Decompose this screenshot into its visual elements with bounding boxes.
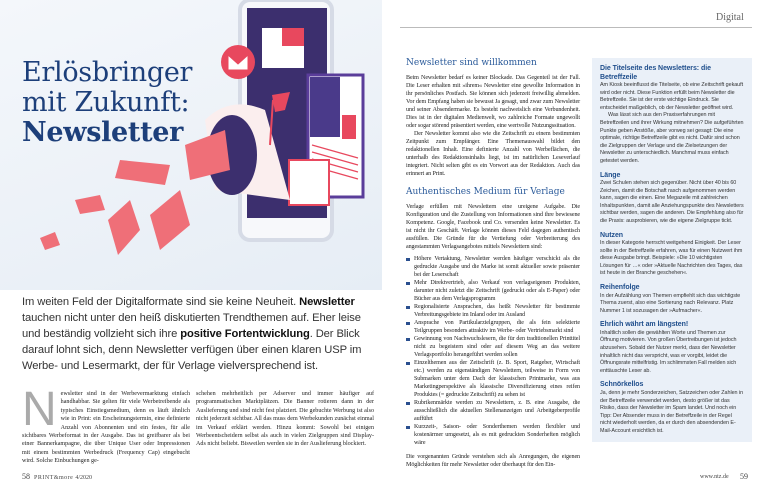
subheading: Newsletter sind willkommen <box>406 58 537 68</box>
intro-highlight: positive Fortentwicklung <box>180 328 310 340</box>
sidebar-heading: Länge <box>600 171 621 179</box>
intro-highlight: Newsletter <box>299 296 355 308</box>
header-rule <box>400 27 752 28</box>
title-keyword: Newsletter <box>22 117 184 148</box>
sidebar-paragraph: In dieser Kategorie herrscht weitgehend Einigkeit. Der Leser sollte in der Betreffzeile erfahren, was für einen Nutzwert ihm diese Ausgabe bringt. Beispiele: »Die 10 wichtigsten Lösungen für …« oder »Aktuelle Nachrichten des Tages, das ist heute in der Branche geschehen«. <box>600 240 743 277</box>
paragraph: Die vorgenannten Gründe verstehen sich als Anregungen, die eigenen Möglichkeiten für mehr Newsletter oder überhaupt für den Ein- <box>406 454 580 468</box>
sidebar-paragraph: In der Aufzählung von Themen empfiehlt sich das wichtigste Thema zuerst, also eine Sortierung nach Relevanz. Platz Nummer 1 ist sozusagen der »Aufmacher«. <box>600 292 741 314</box>
article-title <box>22 58 192 148</box>
paragraph: Verlage erfüllen mit Newslettern eine ureigene Aufgabe. Die Konfiguration und die Zustellung von Informationen sind ihre bewiesene Kompetenz. Google, Facebook und Co. versenden keine Newsletter. Es ist nicht ihr Geschäft. Verlage können dieses Feld dagegen authentisch ausfüllen. Die Gründe für die Vertiefung oder Verbreiterung des angestammten Verlagsangebotes mittels Newslettern sind: <box>406 204 580 250</box>
body-text: ewsletter sind in der Werbevermarktung einfach handhabbar. Sie gelten für viele Werbetreibende als typisches Einstiegsmedium, denn es läuft ähnlich wie in Print: ein Erscheinungstermin, eine definierte Anzahl von Abonnenten und ein festes, für alle sichtbares Werbeformat in der Ausgabe. Das ist greifbarer als bei einer Bannerkampagne, die über Unique User oder Impressionen mit einem bestimmten Werbedruck (Frequency Cap) eingebucht wird. Solche Einbuchungen ge- <box>22 391 190 465</box>
sidebar-heading: Schnörkellos <box>600 381 644 389</box>
sidebar-heading: Ehrlich währt am längsten! <box>600 321 689 329</box>
list-item: Rubrikenmärkte werden zu Newslettern, z. B. eine Ausgabe, die ausschließlich die aktuellen Stellenanzeigen und Arbeitgeberprofile aufführt <box>406 399 580 423</box>
sidebar-box <box>592 58 752 442</box>
list-item: Gewinnung von Nachwuchslesern, die für den traditionellen Printtitel nicht zu begeistern sind oder auf diesem Weg an das weitere Verlagsportfolio herangeführt werden sollen <box>406 335 580 359</box>
folio-left <box>22 472 92 483</box>
page-number: 58 <box>22 472 30 481</box>
section-header: Digital <box>716 12 744 23</box>
list-item: Höhere Vertaktung, Newsletter werden häufiger verschickt als die gedruckte Ausgabe und die Marke ist somit aktueller sowie präsenter bei der Leserschaft <box>406 255 580 279</box>
right-main-column <box>406 58 580 469</box>
paragraph: Der Newsletter kommt also wie die Zeitschrift zu einem bestimmten Zeitpunkt zum Empfänger. Eine Themenauswahl bildet den redaktionellen Inhalt. Eine definierte Anzahl von Werbeflächen, die unterhalb des Redaktionsinhalts liegt, ist im natürlichen Leseverlauf integriert. Nicht selten gibt es ein Vorwort aus der Redaktion. Auch das erinnert an Print. <box>406 131 580 177</box>
sidebar-paragraph: Zwei Schulen stehen sich gegenüber. Nicht über 40 bis 60 Zeichen, damit die Botschaft rasch aufgenommen werden kann, sagen die einen. Eine Megazeile mit zahlreichen Inhaltspunkten, damit alle Anziehungspunkte des Newsletters sichtbar werden, sagen die anderen. Die Empfehlung also für die Praxis: ausprobieren, wie die eigene Zielgruppe tickt. <box>600 180 744 224</box>
body-column-left <box>22 383 190 466</box>
sidebar-heading: Die Titelseite des Newsletters: die Betreffzeile <box>600 65 711 81</box>
sidebar-paragraph: Am Kiosk beeinflusst die Titelseite, ob eine Zeitschrift gekauft wird oder nicht. Diese Funktion erfüllt beim Newsletter die Betreffzeile. Sie ist der erste wichtige Eindruck. Sie entscheidet maßgeblich, ob der Newsletter geöffnet wird. <box>600 82 744 111</box>
list-item: Regionalisierte Ansprachen, das heißt Newsletter für bestimmte Verbreitungsgebiete im Inland oder im Ausland <box>406 303 580 319</box>
paragraph: Beim Newsletter bedarf es keiner Blockade. Das Gegenteil ist der Fall. Die Leser erhalten mit »ihrem« Newsletter eine gewollte Information in ihr persönliches Postfach. Sie können sich jederzeit freiwillig abmelden. Vor dem Empfang haben sie bewusst Ja gesagt, und zwar zum Newsletter und seiner Absendermarke. Es besteht nachweislich eine Verbundenheit. Dies ist in der digitalen Medienwelt, wo zahlreiche Formate ungewollt oder sogar störend präsentiert werden, eine wertvolle Nutzungssituation. <box>406 75 580 129</box>
sidebar-heading: Nutzen <box>600 231 624 239</box>
intro-text: . Der Blick darauf lohnt sich, denn Newsletter verfügen über einen klaren USP im Werbe- und Lesermarkt, der für Verlage vielversprechend ist. <box>22 328 362 372</box>
intro-text: tauchen nicht unter den heiß diskutierten Trendthemen auf. Eher leise und beständig vollzieht sich ihre <box>22 312 361 340</box>
list-item: Kurzzeit-, Saison- oder Sonderthemen werden flexibler und kostenärmer umgesetzt, als es mit gedruckten Sonderheften möglich wäre <box>406 423 580 447</box>
title-line: mit Zukunft: <box>22 87 190 118</box>
intro-text: Im weiten Feld der Digitalformate sind sie keine Neuheit. <box>22 296 300 308</box>
body-column-right: schehen mehrheitlich per Adserver und immer häufiger auf programmatischen Marktplätzen. Die Banner rotieren dann in der Auslieferung und sind nicht fest platziert. Die gebuchte Werbung ist also nicht jederzeit sichtbar. All das muss dem Werbekunden zunächst einmal im Verkauf erklärt werden. Hinzu kommt: Sowohl bei einigen Werbeentscheidern selbst als auch in vielen Zielgruppen sind Display-Ads nicht beliebt. Bisweilen werden sie in der Auslieferung blockiert. <box>196 391 374 448</box>
sidebar-paragraph: Ja, denn je mehr Sonderzeichen, Satzzeichen oder Zahlen in der Betreffzeile verwendet werden, desto größer ist das Risiko, dass der Newsletter im Spam landet. Und noch ein Tipp: Der Absender muss in der Betreffzeile in der Regel nicht wiederholt werden, da er durch den absendenden E-Mail-Account ersichtlich ist. <box>600 389 744 434</box>
subheading: Authentisches Medium für Verlage <box>406 187 565 197</box>
list-item: Einzelthemen aus der Zeitschrift (z. B. Sport, Ratgeber, Wirtschaft etc.) werden zu eigenständigen Newslettern, teilweise in Form von Submarken unter dem Dach der klassischen Printmarke, was aus Marketingperspektive als klassische Diversifizierung eines reifen Produktes (= gedruckte Zeitschrift) zu sehen ist <box>406 359 580 399</box>
list-item: Mehr Direktvertrieb, also Verkauf von verlagseigenen Produkten, darunter nicht zuletzt die Zeitschrift (gedruckt oder als E-Paper) oder Bücher aus dem Verlagsprogramm <box>406 279 580 303</box>
issue-number: 4/2020 <box>75 475 93 481</box>
list-item: Ansprache von Partikularzielgruppen, die als fein selektierte Teilgruppen besonders attraktiv im Werbe- oder Vertriebsmarkt sind <box>406 319 580 335</box>
title-line: Erlösbringer <box>22 57 193 88</box>
folio-right: 59 <box>740 472 748 481</box>
drop-cap: N <box>22 383 57 436</box>
sidebar-paragraph: Inhaltlich sollen die gewählten Worte und Themen zur Öffnung motivieren. Von großen Übertreibungen ist jedoch abzusehen. Sobald der Nutzer merkt, dass der Newsletter inhaltlich nicht das verspricht, was er vorgibt, leidet die Öffnungsrate mittelfristig. Im schlimmsten Fall melden sich enttäuschte Leser ab. <box>600 329 737 374</box>
magazine-name: PRINT&more <box>34 475 74 481</box>
sidebar-paragraph: Was lässt sich aus den Praxiserfahrungen mit Betreffzeilen und ihrer Wirkung mitnehmen? Die aufgeführten Punkte geben Anstöße, aber vorweg sei gesagt: Die eine optimale, richtige Betreffzeile gibt es nicht. Dafür sind schon die Zielgruppen der Verlage und die Zielsetzungen der Newsletter zu unterschiedlich. Manchmal muss einfach getestet werden. <box>600 112 744 164</box>
reasons-list <box>406 255 580 447</box>
intro-lead <box>22 294 382 374</box>
hero-illustration <box>0 0 382 290</box>
folio-url: www.ntz.de <box>700 474 729 480</box>
sidebar-heading: Reihenfolge <box>600 284 640 292</box>
